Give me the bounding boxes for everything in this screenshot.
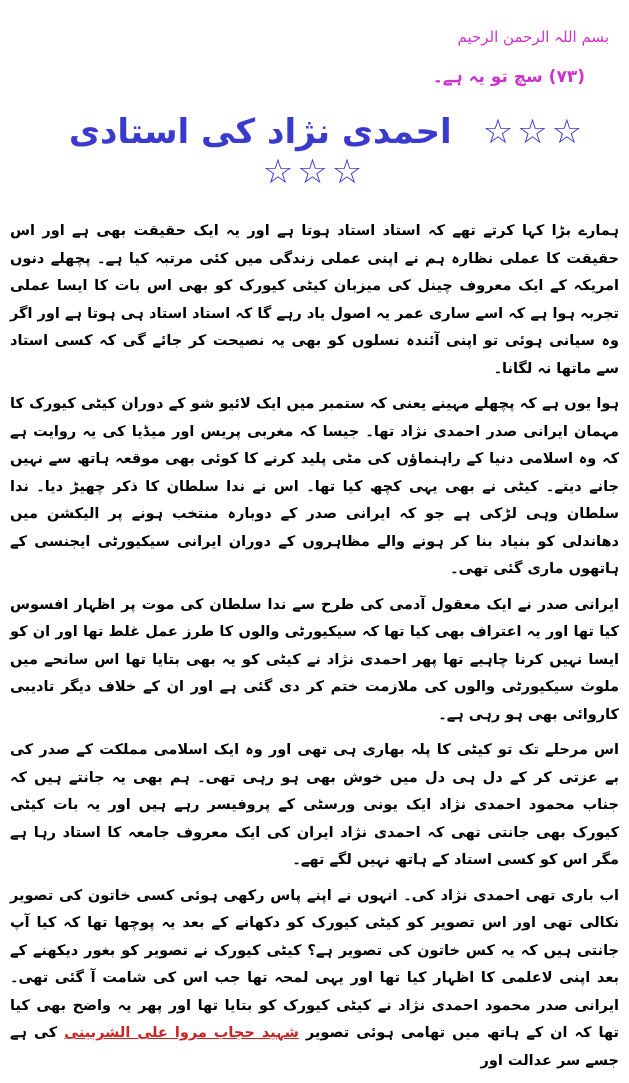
bismillah-line: بسم اللہ الرحمن الرحیم xyxy=(457,28,609,46)
paragraph-text: اب باری تھی احمدی نژاد کی۔ انہوں نے اپنے پاس رکھی ہوئی کسی خاتون کی تصویر نکالی تھی اور اس تصویر کو کیٹی کیورک کو دکھانے کے بعد یہ پوچھا تھا کہ کیا آپ جانتی ہیں کہ یہ کس خاتون کی تصویر ہے؟ کیٹی کیورک نے تصویر کو بغور دیکھنے کے بعد اپنی لاعلمی کا اظہار کیا تھا اور یہی لمحہ تھا جب اس کی شامت آ گئی تھی۔ ایرانی صدر محمود احمدی نژاد نے کیٹی کیورک کو بتایا تھا اور پھر یہ واضح بھی کیا تھا کہ ان کے ہاتھ میں تھامی ہوئی تصویر xyxy=(10,887,619,1041)
star-icon: ☆☆☆ xyxy=(262,152,367,192)
highlighted-name: شہید حجاب مروا علی الشربینی xyxy=(64,1025,299,1041)
page-title: احمدی نژاد کی استادی xyxy=(68,112,452,152)
paragraph xyxy=(10,883,619,1076)
series-subheading: (٧٣) سچ تو یہ ہے۔ xyxy=(432,67,585,87)
title-row xyxy=(0,112,629,192)
paragraph-tail: کی ہے جسے سر عدالت اور xyxy=(10,1025,619,1069)
star-icon: ☆☆☆ xyxy=(482,112,587,152)
paragraph: ہمارے بڑا کہا کرتے تھے کہ استاد استاد ہوتا ہے اور یہ ایک حقیقت بھی ہے اور اس حقیقت کا عملی نظارہ ہم نے اپنی عملی زندگی میں کئی مرتبہ کیا ہے۔ پچھلے دنوں امریکہ کے ایک معروف چینل کی میزبان کیٹی کیورک کو بھی اس بات کا ایسا عملی تجربہ ہوا ہے کہ اسے ساری عمر یہ اصول یاد رہے گا کہ استاد استاد ہی ہوتا ہے اور اگر وہ سیانی ہوئی تو اپنی آئندہ نسلوں کو بھی یہ نصیحت کر جائے گی کہ کسی استاد سے ماتھا نہ لگانا۔ xyxy=(10,223,619,377)
article-body xyxy=(10,218,619,1083)
paragraph: ہوا یوں ہے کہ پچھلے مہینے یعنی کہ ستمبر میں ایک لائیو شو کے دوران کیٹی کیورک کا مہمان ایرانی صدر احمدی نژاد تھا۔ جیسا کہ مغربی پریس اور میڈیا کی یہ روایت ہے کہ وہ اسلامی دنیا کے راہنماؤں کی مٹی پلید کرنے کا کوئی بھی موقعہ ہاتھ سے نہیں جانے دیتے۔ کیٹی نے بھی یہی کچھ کیا تھا۔ اس نے ندا سلطان کا ذکر چھیڑ دیا۔ ندا سلطان وہی لڑکی ہے جو کہ ایرانی صدر کے دوبارہ منتخب ہونے پر الیکشن میں دھاندلی کو بنیاد بنا کر ہونے والے مظاہروں کے دوران ایرانی سیکیورٹی ایجنسی کے ہاتھوں ماری گئی تھی۔ xyxy=(10,396,619,577)
paragraph: ایرانی صدر نے ایک معقول آدمی کی طرح سے ندا سلطان کی موت پر اظہار افسوس کیا تھا اور یہ اعتراف بھی کیا تھا کہ سیکیورٹی والوں کا طرز عمل غلط تھا اور ان کو ایسا نہیں کرنا چاہیے تھا پھر احمدی نژاد نے کیٹی کو یہ بھی بتایا تھا اس سانحے میں ملوث سیکیورٹی والوں کی ملازمت ختم کر دی گئی ہے اور ان کے خلاف دیگر تادیبی کاروائی بھی ہو رہی ہے۔ xyxy=(10,596,619,723)
paragraph: اس مرحلے تک تو کیٹی کا پلہ بھاری ہی تھی اور وہ ایک اسلامی مملکت کے صدر کی بے عزتی کر کے دل ہی دل میں خوش بھی ہو رہی تھی۔ ہم بھی یہ جانتے ہیں کہ جناب محمود احمدی نژاد ایک یونی ورسٹی کے پروفیسر رہے ہیں اور یہ بات کیٹی کیورک بھی جانتی تھی کہ احمدی نژاد ایران کی ایک معروف جامعہ کا استاد رہا ہے مگر اس کو کسی استاد کے ہاتھ نہیں لگے تھے۔ xyxy=(10,742,619,868)
